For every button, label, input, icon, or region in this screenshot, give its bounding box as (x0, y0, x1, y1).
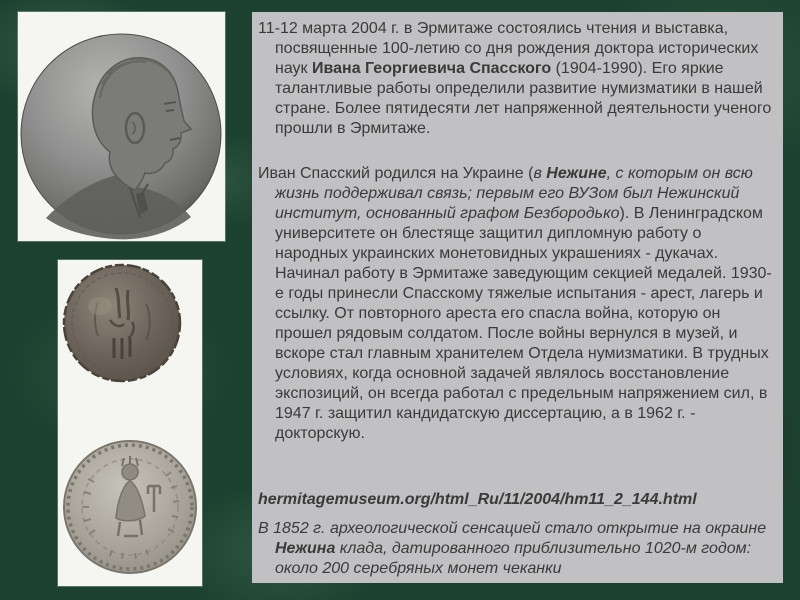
coin-top (64, 265, 180, 381)
text-run: Нежина (275, 540, 336, 557)
text-run: Ивана Георгиевича Спасского (312, 60, 552, 77)
text-run: Нежине (546, 165, 607, 182)
paragraph-treasure (252, 519, 783, 579)
text-run: hermitagemuseum.org/html_Ru/11/2004/hm11_2_144.html (258, 491, 697, 508)
text-run: клада, датированного приблизительно 1020-м годом: около 200 серебряных монет чеканки (275, 540, 752, 577)
text-panel (252, 12, 783, 583)
text-run: в (533, 165, 547, 182)
coins-photo (58, 260, 202, 586)
text-run: В 1852 г. археологической сенсацией стало открытие на окраине (258, 520, 767, 537)
coin-bottom (64, 441, 196, 573)
text-run: , с которым он всю жизнь поддерживал связь; первым его ВУЗом был Нежинский институт, основанный графом Безбородько (275, 165, 753, 222)
ancient-coins-image (58, 260, 202, 586)
text-run: 11-12 марта 2004 г. в Эрмитаже состоялись чтения и выставка, посвященные 100-летию со дня рождения доктора исторических наук (258, 20, 759, 77)
spassky-medal-portrait-image (18, 12, 225, 241)
medal-photo (18, 12, 225, 241)
hermitage-url-text (252, 490, 783, 510)
paragraph-anniversary (252, 19, 783, 139)
text-run: Иван Спасский родился на Украине ( (258, 165, 534, 182)
text-run: ). В Ленинградском университете он блестяще защитил дипломную работу о народных украинских монетовидных украшениях - дукачах. Начинал работу в Эрмитаже заведующим секцией медалей. 1930-е годы принесли Спасскому тяжелые испытания - арест, лагерь и ссылку. От повторного ареста его спасла война, которую он прошел рядовым солдатом. После войны вернулся в музей, и вскоре стал главным хранителем Отдела нумизматики. В трудных условиях, когда основной задачей являлось восстановление экспозиций, он всегда работал с предельным напряжением сил, в 1947 г. защитил кандидатскую диссертацию, а в 1962 г. - докторскую. (275, 205, 772, 442)
text-run: (1904-1990). Его яркие талантливые работы определили развитие нумизматики в нашей стране. Более пятидесяти лет напряженной деятельности ученого прошли в Эрмитаже. (275, 60, 772, 137)
paragraph-biography (252, 164, 783, 444)
